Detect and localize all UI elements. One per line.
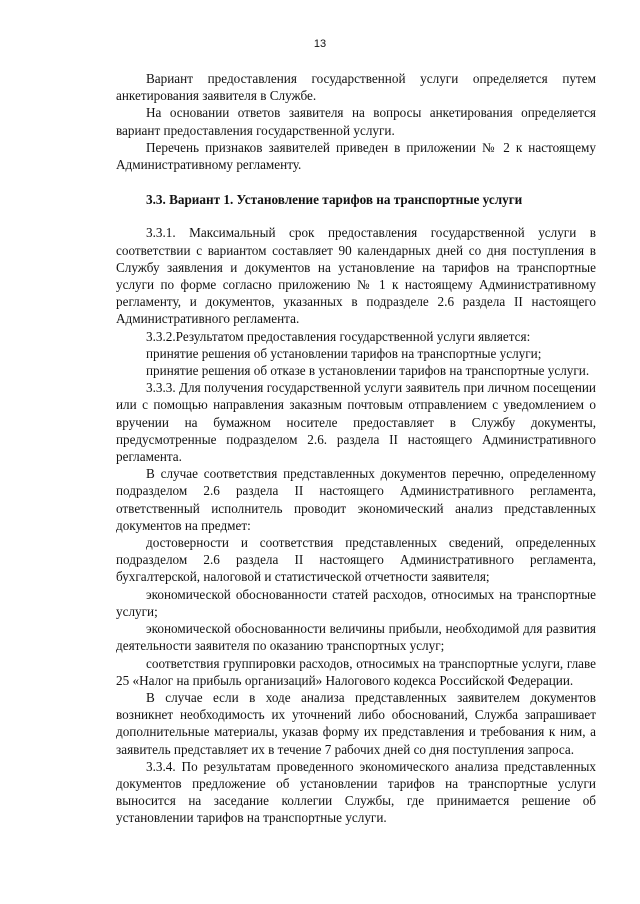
document-body [116, 70, 596, 827]
paragraph: 3.3.1. Максимальный срок предоставления государственной услуги в соответствии с вариантом составляет 90 календарных дней со дня поступления в Службу заявления и документов на установление на тарифов на транспортные услуги по форме согласно приложению № 1 к настоящему Административному регламенту, и документов, указанных в подразделе 2.6 раздела II настоящего Административного регламента. [116, 225, 596, 327]
paragraph: Вариант предоставления государственной услуги определяется путем анкетирования заявителя в Службе. [116, 71, 596, 104]
paragraph: соответствия группировки расходов, относимых на транспортные услуги, главе 25 «Налог на прибыль организаций» Налогового кодекса Российской Федерации. [116, 655, 596, 688]
paragraph: 3.3.3. Для получения государственной услуги заявитель при личном посещении или с помощью направления заказным почтовым отправлением с уведомлением о вручении на бумажном носителе предоставляет в Службу документы, предусмотренные подразделом 2.6. раздела II настоящего Административного регламента. [116, 380, 596, 465]
paragraph: экономической обоснованности статей расходов, относимых на транспортные услуги; [116, 586, 596, 619]
spacer [116, 208, 596, 224]
paragraph: 3.3.2.Результатом предоставления государственной услуги является: [146, 328, 531, 344]
paragraph: На основании ответов заявителя на вопросы анкетирования определяется вариант предоставления государственной услуги. [116, 105, 596, 138]
page-number: 13 [313, 38, 327, 50]
paragraph: 3.3.4. По результатам проведенного экономического анализа представленных документов предложение об установлении тарифов на транспортные услуги выносится на заседание коллегии Службы, где принимается решение об установлении тарифов на транспортные услуги. [116, 758, 596, 826]
spacer [116, 173, 596, 191]
section-heading: 3.3. Вариант 1. Установление тарифов на транспортные услуги [146, 192, 523, 208]
paragraph: принятие решения об отказе в установлении тарифов на транспортные услуги. [146, 363, 590, 379]
paragraph: экономической обоснованности величины прибыли, необходимой для развития деятельности заявителя по оказанию транспортных услуг; [116, 621, 596, 654]
paragraph: принятие решения об установлении тарифов на транспортные услуги; [146, 345, 542, 361]
paragraph: достоверности и соответствия представленных сведений, определенных подразделом 2.6 раздела II настоящего Административного регламента, бухгалтерской, налоговой и статистической отчетности заявителя; [116, 535, 596, 585]
paragraph: В случае если в ходе анализа представленных заявителем документов возникнет необходимость их уточнений либо обоснований, Служба запрашивает дополнительные материалы, указав форму их представления и требования к ним, а заявитель представляет их в течение 7 рабочих дней со дня поступления запроса. [116, 689, 596, 757]
paragraph: В случае соответствия представленных документов перечню, определенному подразделом 2.6 раздела II настоящего Административного регламента, ответственный исполнитель проводит экономический анализ представленных документов на предмет: [116, 466, 596, 533]
paragraph: Перечень признаков заявителей приведен в приложении № 2 к настоящему Административному регламенту. [116, 139, 596, 173]
